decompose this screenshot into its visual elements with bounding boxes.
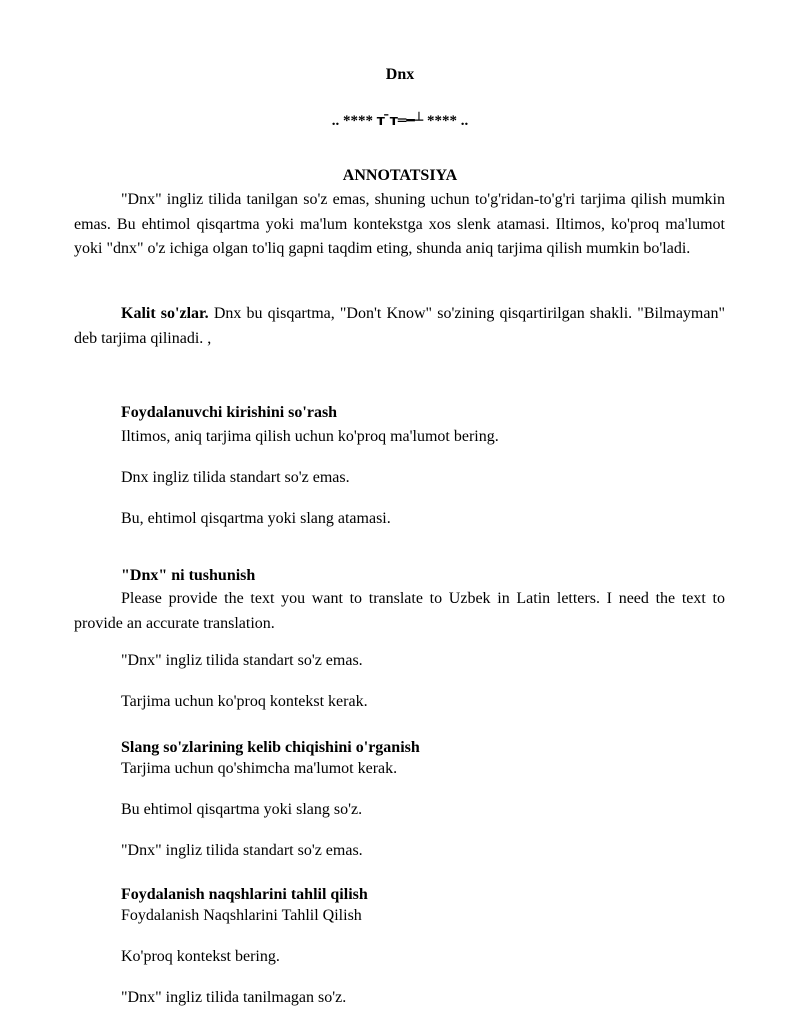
section-line: Ko'proq kontekst bering. bbox=[121, 948, 280, 965]
ornament-glyphs: ᴛ ̄ᴛ═━┴ bbox=[376, 113, 424, 129]
document-title: Dnx bbox=[385, 66, 415, 83]
section-line: "Dnx" ingliz tilida tanilmagan so'z. bbox=[121, 989, 347, 1006]
ornament-right: **** .. bbox=[426, 113, 469, 129]
keywords-label: Kalit so'zlar. bbox=[121, 305, 209, 322]
section-line: Foydalanish Naqshlarini Tahlil Qilish bbox=[121, 907, 362, 924]
keywords-text bbox=[74, 302, 725, 351]
section-intro-paragraph bbox=[74, 587, 725, 636]
ornament-left: .. **** bbox=[331, 113, 374, 129]
section-line: "Dnx" ingliz tilida standart so'z emas. bbox=[121, 842, 363, 859]
section-heading: "Dnx" ni tushunish bbox=[121, 567, 256, 584]
section-line: Iltimos, aniq tarjima qilish uchun ko'proq ma'lumot bering. bbox=[121, 428, 499, 445]
section-heading: Foydalanish naqshlarini tahlil qilish bbox=[121, 886, 368, 903]
section-line: Tarjima uchun ko'proq kontekst kerak. bbox=[121, 693, 368, 710]
section-line: Bu ehtimol qisqartma yoki slang so'z. bbox=[121, 801, 363, 818]
section-line: Dnx ingliz tilida standart so'z emas. bbox=[121, 469, 350, 486]
section-heading: Slang so'zlarining kelib chiqishini o'rganish bbox=[121, 739, 420, 756]
section-line: "Dnx" ingliz tilida standart so'z emas. bbox=[121, 652, 363, 669]
section-line: Tarjima uchun qo'shimcha ma'lumot kerak. bbox=[121, 760, 398, 777]
title-ornament bbox=[0, 113, 800, 130]
section-heading: Foydalanuvchi kirishini so'rash bbox=[121, 404, 338, 421]
abstract-text: "Dnx" ingliz tilida tanilgan so'z emas, shuning uchun to'g'ridan-to'g'ri tarjima qilish mumkin emas. Bu ehtimol qisqartma yoki ma'lum kontekstga xos slenk atamasi. Iltimos, ko'proq ma'lumot yoki "dnx" o'z ichiga olgan to'liq gapni taqdim eting, shunda aniq tarjima qilish mumkin bo'ladi. bbox=[74, 191, 725, 257]
section-line: Bu, ehtimol qisqartma yoki slang atamasi. bbox=[121, 510, 391, 527]
section-intro: Please provide the text you want to translate to Uzbek in Latin letters. I need the text to provide an accurate translation. bbox=[74, 590, 725, 632]
abstract-paragraph bbox=[74, 188, 725, 262]
annotation-heading: ANNOTATSIYA bbox=[342, 167, 458, 184]
keywords-paragraph bbox=[74, 302, 725, 351]
keywords-body: Dnx bu qisqartma, "Don't Know" so'zining qisqartirilgan shakli. "Bilmayman" deb tarjima qilinadi. , bbox=[74, 305, 726, 347]
